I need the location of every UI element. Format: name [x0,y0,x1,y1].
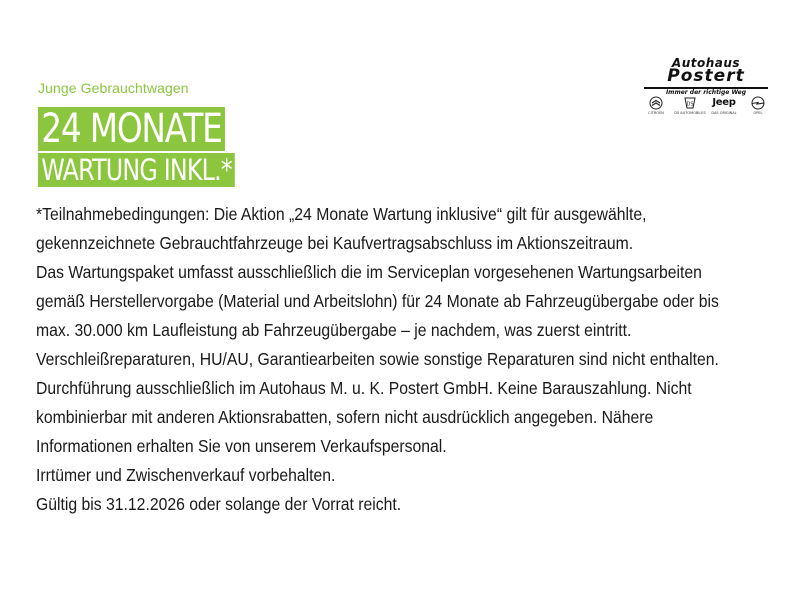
terms-line: Gültig bis 31.12.2026 oder solange der Vorrat reicht. [36,494,402,514]
brand-jeep-sub: DAS ORIGINAL [711,111,737,115]
brand-opel [742,96,774,115]
brand-citroen [640,96,672,115]
terms-line: Informationen erhalten Sie von unserem Verkaufspersonal. [36,436,447,456]
jeep-logo-icon: Jeep [712,97,736,108]
logo-line2: Postert [667,66,745,86]
terms-line: Verschleißreparaturen, HU/AU, Garantiearbeiten sowie sonstige Reparaturen sind nicht enthalten. [36,349,719,369]
brand-ds-word: DS AUTOMOBILES [674,111,706,115]
opel-logo-icon [750,96,766,110]
terms-line: max. 30.000 km Laufleistung ab Fahrzeugübergabe – je nachdem, was zuerst eintritt. [36,320,632,340]
banner-subheadline-text: WARTUNG INKL.* [41,152,232,187]
terms-line: *Teilnahmebedingungen: Die Aktion „24 Monate Wartung inklusive“ gilt für ausgewählte, [36,204,647,224]
citroen-logo-icon [648,96,664,110]
terms-line: gemäß Herstellervorgabe (Material und Arbeitslohn) für 24 Monate ab Fahrzeugübergabe oder bis [36,291,719,311]
banner-subheadline [38,153,235,187]
brand-logos [640,96,774,115]
svg-text:DS: DS [686,101,694,108]
brand-citroen-word: CITROËN [648,111,664,115]
brand-ds [674,96,706,115]
terms-line: Das Wartungspaket umfasst ausschließlich die im Serviceplan vorgesehenen Wartungsarbeiten [36,262,702,282]
terms-text-block [36,200,766,519]
dealer-logo [636,56,776,122]
ds-logo-icon [682,96,698,110]
terms-line: Irrtümer und Zwischenverkauf vorbehalten. [36,465,336,485]
terms-line: gekennzeichnete Gebrauchtfahrzeuge bei Kaufvertragsabschluss im Aktionszeitraum. [36,233,634,253]
terms-line: Durchführung ausschließlich im Autohaus M. u. K. Postert GmbH. Keine Barauszahlung. Nicht [36,378,692,398]
kicker-text: Junge Gebrauchtwagen [38,80,189,96]
brand-jeep [708,96,740,115]
banner-headline-text: 24 MONATE [41,106,222,152]
brand-opel-word: OPEL [753,111,763,115]
logo-tagline: Immer der richtige Weg [665,89,747,96]
banner-headline [38,107,225,151]
logo-line1: Autohaus [671,56,741,70]
terms-line: kombinierbar mit anderen Aktionsrabatten, sofern nicht ausdrücklich angegeben. Nähere [36,407,654,427]
